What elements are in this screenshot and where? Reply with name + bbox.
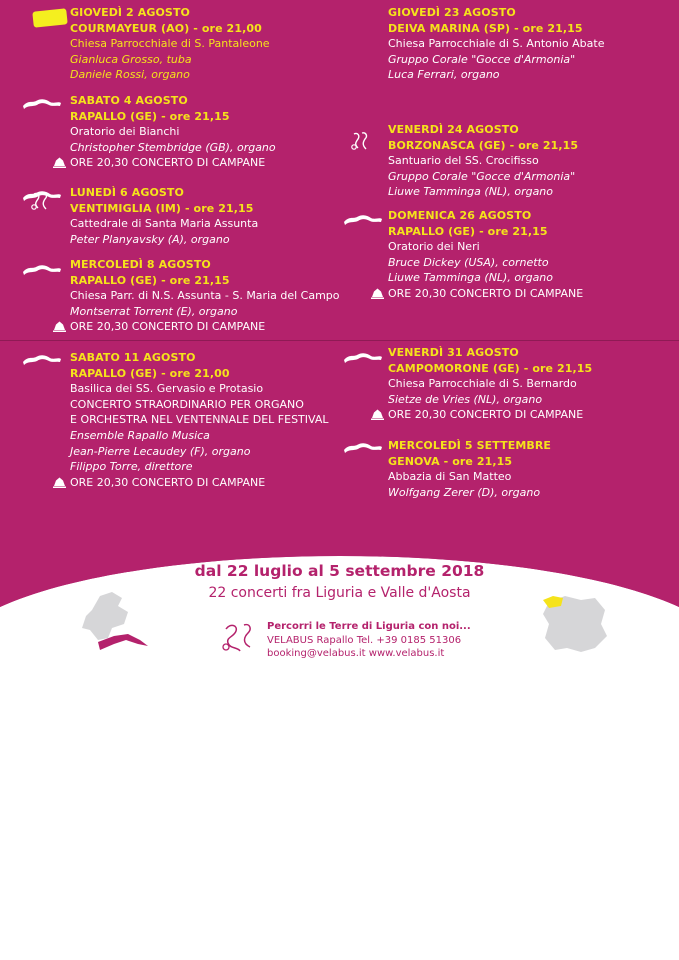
event-performer: Sietze de Vries (NL), organo	[388, 392, 543, 406]
bell-concert-text: ORE 20,30 CONCERTO DI CAMPANE	[70, 156, 266, 170]
bell-concert-line	[388, 286, 583, 302]
event-venue: Cattedrale di Santa Maria Assunta	[70, 217, 259, 231]
event-card	[388, 438, 551, 500]
bell-icon	[52, 157, 67, 169]
event-card	[388, 208, 583, 302]
highlighter-mark	[32, 8, 67, 27]
event-place: COURMAYEUR (AO) - ore 21,00	[70, 21, 262, 35]
event-place: RAPALLO (GE) - ore 21,15	[70, 273, 230, 287]
bell-concert-text: ORE 20,30 CONCERTO DI CAMPANE	[70, 475, 266, 489]
event-venue: Abbazia di San Matteo	[388, 470, 512, 484]
event-performer: Luca Ferrari, organo	[388, 68, 500, 82]
event-performer: Liuwe Tamminga (NL), organo	[388, 185, 554, 199]
event-performer: Christopher Stembridge (GB), organo	[70, 140, 276, 154]
event-place: RAPALLO (GE) - ore 21,15	[70, 109, 230, 123]
event-performer: Gruppo Corale "Gocce d'Armonia"	[388, 52, 576, 66]
event-day: MERCOLEDÌ 8 AGOSTO	[70, 258, 211, 271]
bell-icon	[52, 321, 67, 333]
bell-concert-text: ORE 20,30 CONCERTO DI CAMPANE	[388, 286, 584, 300]
event-performer: Liuwe Tamminga (NL), organo	[388, 271, 554, 285]
liguria-map-icon	[343, 212, 383, 226]
event-day: SABATO 11 AGOSTO	[70, 351, 196, 364]
contact-tagline: Percorri le Terre di Liguria con noi...	[267, 621, 471, 632]
event-card	[70, 185, 258, 247]
event-day: GIOVEDÌ 23 AGOSTO	[388, 6, 516, 19]
event-place: DEIVA MARINA (SP) - ore 21,15	[388, 21, 583, 35]
event-venue: Chiesa Parrocchiale di S. Pantaleone	[70, 37, 270, 51]
event-day: SABATO 4 AGOSTO	[70, 94, 188, 107]
contact-phone: VELABUS Rapallo Tel. +39 0185 51306	[267, 634, 462, 646]
event-place: VENTIMIGLIA (IM) - ore 21,15	[70, 201, 254, 215]
event-venue: Chiesa Parr. di N.S. Assunta - S. Maria del Campo	[70, 289, 340, 303]
event-place: RAPALLO (GE) - ore 21,15	[388, 224, 548, 238]
event-performer: Filippo Torre, direttore	[70, 460, 193, 474]
road-sign-icon	[30, 190, 52, 212]
event-venue: Oratorio dei Bianchi	[70, 125, 180, 139]
bell-concert-line	[70, 319, 340, 335]
event-day: LUNEDÌ 6 AGOSTO	[70, 186, 184, 199]
event-performer: Gianluca Grosso, tuba	[70, 52, 192, 66]
bell-icon	[52, 477, 67, 489]
event-place: CAMPOMORONE (GE) - ore 21,15	[388, 361, 593, 375]
event-venue: Chiesa Parrocchiale di S. Antonio Abate	[388, 37, 605, 51]
event-card	[388, 345, 592, 423]
event-performer: Bruce Dickey (USA), cornetto	[388, 255, 549, 269]
liguria-map-icon	[22, 262, 62, 276]
bell-concert-line	[388, 407, 592, 423]
event-performer: Peter Planyavsky (A), organo	[70, 232, 230, 246]
flyer-footer	[0, 545, 679, 680]
liguria-map-icon	[22, 96, 62, 110]
festival-subtitle: 22 concerti fra Liguria e Valle d'Aosta	[208, 585, 471, 601]
road-sign-icon	[220, 621, 258, 653]
event-card	[70, 350, 329, 490]
event-venue: Basilica dei SS. Gervasio e Protasio	[70, 382, 264, 396]
event-venue: Chiesa Parrocchiale di S. Bernardo	[388, 377, 577, 391]
bell-concert-text: ORE 20,30 CONCERTO DI CAMPANE	[388, 408, 584, 422]
event-day: VENERDÌ 24 AGOSTO	[388, 123, 519, 136]
event-venue: Santuario del SS. Crocifisso	[388, 154, 539, 168]
liguria-map-icon	[22, 352, 62, 366]
road-sign-icon	[350, 130, 372, 152]
event-place: GENOVA - ore 21,15	[388, 454, 513, 468]
event-day: MERCOLEDÌ 5 SETTEMBRE	[388, 439, 552, 452]
event-venue: Oratorio dei Neri	[388, 240, 480, 254]
bell-icon	[370, 288, 385, 300]
event-note: CONCERTO STRAORDINARIO PER ORGANO	[70, 397, 304, 411]
event-day: DOMENICA 26 AGOSTO	[388, 209, 532, 222]
event-card	[70, 93, 276, 171]
event-performer: Daniele Rossi, organo	[70, 68, 190, 82]
event-card	[388, 122, 578, 200]
event-place: RAPALLO (GE) - ore 21,00	[70, 366, 230, 380]
bell-icon	[370, 409, 385, 421]
bell-concert-text: ORE 20,30 CONCERTO DI CAMPANE	[70, 320, 266, 334]
event-day: GIOVEDÌ 2 AGOSTO	[70, 6, 191, 19]
event-performer: Montserrat Torrent (E), organo	[70, 304, 238, 318]
festival-dates: dal 22 luglio al 5 settembre 2018	[194, 562, 485, 580]
bell-concert-line	[70, 475, 329, 491]
event-note: E ORCHESTRA NEL VENTENNALE DEL FESTIVAL	[70, 413, 329, 427]
event-performer: Ensemble Rapallo Musica	[70, 428, 210, 442]
event-performer: Gruppo Corale "Gocce d'Armonia"	[388, 169, 576, 183]
event-performer: Jean-Pierre Lecaudey (F), organo	[70, 444, 251, 458]
event-day: VENERDÌ 31 AGOSTO	[388, 346, 519, 359]
liguria-map-icon	[343, 440, 383, 454]
footer-contact	[267, 620, 471, 661]
event-card	[70, 5, 270, 83]
bell-concert-line	[70, 155, 276, 171]
event-performer: Wolfgang Zerer (D), organo	[388, 485, 541, 499]
event-card	[70, 257, 340, 335]
event-place: BORZONASCA (GE) - ore 21,15	[388, 138, 579, 152]
fold-line	[0, 340, 679, 341]
liguria-map-icon	[343, 350, 383, 364]
event-card	[388, 5, 604, 83]
contact-links[interactable]: booking@velabus.it www.velabus.it	[267, 648, 445, 659]
